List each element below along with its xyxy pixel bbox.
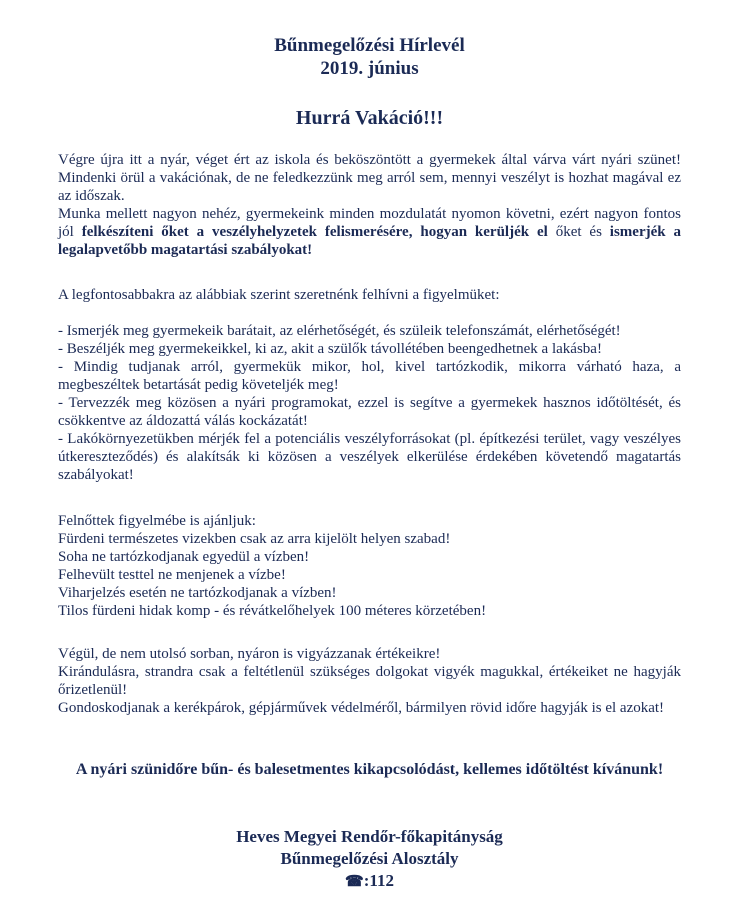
signature-dept: Bűnmegelőzési Alosztály	[280, 849, 459, 868]
list-item: Végül, de nem utolsó sorban, nyáron is vigyázzanak értékeikre!	[58, 646, 441, 662]
list-item: Kirándulásra, strandra csak a feltétlenül szükséges dolgokat vigyék magukkal, értékeiket ne hagyják őrizetlenül!	[58, 664, 681, 698]
intro-text-2-start: Munka mellett nagyon nehéz, gyermekeink minden mozdulatát nyomon követni, ezért nagyon fontos jól	[58, 206, 681, 240]
adults-heading: Felnőttek figyelmébe is ajánljuk:	[58, 513, 256, 529]
newsletter-title: Bűnmegelőzési Hírlevél	[274, 35, 465, 56]
list-item: - Beszéljék meg gyermekeikkel, ki az, akit a szülők távollétében beengedhetnek a lakásba!	[58, 341, 602, 357]
list-item: Viharjelzés esetén ne tartózkodjanak a vízben!	[58, 585, 337, 601]
newsletter-date: 2019. június	[320, 58, 419, 79]
telephone-icon: ☎	[345, 874, 364, 890]
list-item: Tilos fürdeni hidak komp - és révátkelőhelyek 100 méteres körzetében!	[58, 603, 487, 619]
intro-text-2-bold2: ismerjék a legalapvetőbb magatartási szabályokat!	[58, 224, 681, 258]
intro-paragraph	[58, 151, 681, 259]
valuables-section	[58, 645, 681, 717]
list-item: Fürdeni természetes vizekben csak az arra kijelölt helyen szabad!	[58, 531, 451, 547]
list-item: - Ismerjék meg gyermekeik barátait, az elérhetőségét, és szüleik telefonszámát, elérhetőségét!	[58, 323, 621, 339]
list-item: Soha ne tartózkodjanak egyedül a vízben!	[58, 549, 310, 565]
intro-text-1: Végre újra itt a nyár, véget ért az iskola és beköszöntött a gyermekek által várva várt nyári szünet! Mindenki örül a vakációnak, de ne feledkezzünk meg arról sem, mennyi veszélyt is hozhat magával ez az időszak.	[58, 152, 681, 204]
adults-section	[58, 512, 681, 620]
list-item: - Tervezzék meg közösen a nyári programokat, ezzel is segítve a gyermekek hasznos időtöltését, és csökkentve az áldozattá válás kockázatát!	[58, 395, 681, 429]
intro-text-2-mid: őket és	[547, 224, 610, 240]
advice-list	[58, 322, 681, 484]
lead-text: A legfontosabbakra az alábbiak szerint szeretnénk felhívni a figyelmüket:	[58, 287, 500, 303]
intro-text-2-bold1: felkészíteni őket a veszélyhelyzetek felismerésére, hogyan kerüljék el	[81, 224, 548, 240]
list-item: Felhevült testtel ne menjenek a vízbe!	[58, 567, 286, 583]
intro-text-2	[58, 205, 681, 259]
signature-org: Heves Megyei Rendőr-főkapitányság	[236, 827, 503, 846]
phone-number: :112	[363, 871, 394, 890]
list-item: - Lakókörnyezetükben mérjék fel a potenciális veszélyforrásokat (pl. építkezési terület, vagy veszélyes útkereszteződés) és alakítsák ki közösen a veszélyek elkerülése érdekében követendő magatartás szabályokat!	[58, 431, 681, 483]
list-item: Gondoskodjanak a kerékpárok, gépjárművek védelméről, bármilyen rövid időre hagyják is el azokat!	[58, 700, 665, 716]
list-item: - Mindig tudjanak arról, gyermekük mikor, hol, kivel tartózkodik, mikorra várható haza, a megbeszéltek betartását pedig követeljék meg!	[58, 359, 681, 393]
closing-message: A nyári szünidőre bűn- és balesetmentes kikapcsolódást, kellemes időtöltést kívánunk!	[75, 761, 664, 778]
headline: Hurrá Vakáció!!!	[295, 107, 444, 129]
signature-phone	[58, 870, 681, 893]
